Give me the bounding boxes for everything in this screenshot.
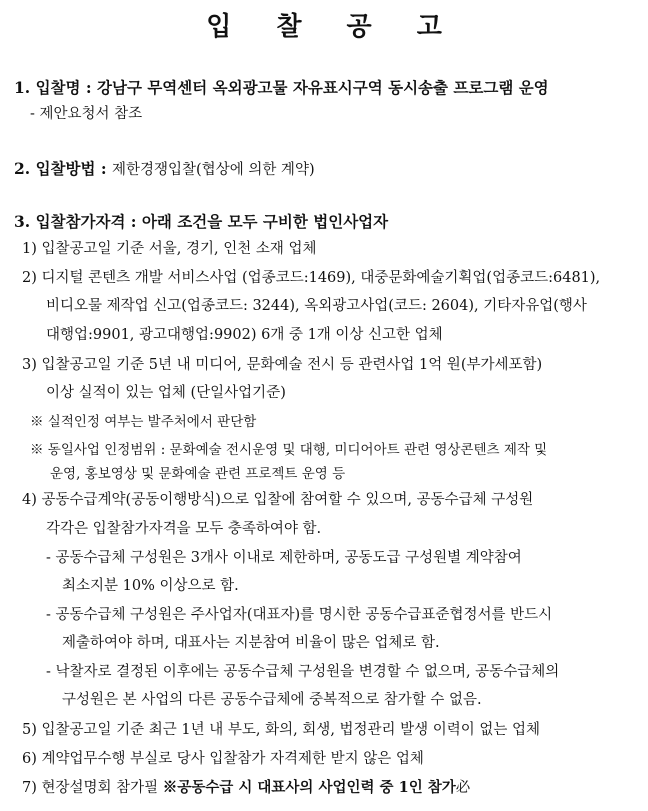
note-2-line-2: 운영, 홍보영상 및 문화예술 관련 프로젝트 운영 등: [50, 466, 346, 482]
section-1: [14, 78, 549, 98]
section-1-note: - 제안요청서 참조: [30, 106, 143, 122]
qual-item-5: 5) 입찰공고일 기준 최근 1년 내 부도, 화의, 회생, 법정관리 발생 이력이 없는 업체: [22, 722, 541, 738]
qual-item-4-line-1: 4) 공동수급계약(공동이행방식)으로 입찰에 참여할 수 있으며, 공동수급체 구성원: [22, 492, 534, 508]
sub-item-1-line-1: - 공동수급체 구성원은 3개사 이내로 제한하며, 공동도급 구성원별 계약참여: [46, 550, 522, 566]
section-1-value: 강남구 무역센터 옥외광고물 자유표시구역 동시송출 프로그램 운영: [97, 78, 549, 97]
sub-item-2-line-1: - 공동수급체 구성원은 주사업자(대표자)를 명시한 공동수급표준협정서를 반드시: [46, 607, 553, 623]
qual-item-7: [22, 778, 470, 798]
qual-item-2-line-1: 2) 디지털 콘텐츠 개발 서비스사업 (업종코드:1469), 대중문화예술기획업(업종코드:6481),: [22, 270, 601, 286]
section-3-heading: 3. 입찰참가자격 : 아래 조건을 모두 구비한 법인사업자: [14, 212, 389, 231]
section-2-label: 2. 입찰방법 :: [14, 159, 112, 178]
qual-item-3-line-2: 이상 실적이 있는 업체 (단일사업기준): [46, 385, 286, 401]
qual-item-6: 6) 계약업무수행 부실로 당사 입찰참가 자격제한 받지 않은 업체: [22, 751, 424, 767]
qual-item-7-text: 7) 현장설명회 참가필: [22, 780, 163, 796]
qual-item-7-emphasis: ※공동수급 시 대표사의 사업인력 중 1인 참가: [162, 779, 456, 796]
sub-item-2-line-2: 제출하여야 하며, 대표사는 지분참여 비율이 많은 업체로 함.: [62, 635, 440, 651]
sub-item-1-line-2: 최소지분 10% 이상으로 함.: [62, 578, 239, 594]
section-1-label: 1. 입찰명 :: [14, 78, 98, 97]
note-2-line-1: ※ 동일사업 인정범위 : 문화예술 전시운영 및 대행, 미디어아트 관련 영상콘텐츠 제작 및: [30, 442, 548, 458]
qual-item-4-line-2: 각각은 입찰참가자격을 모두 충족하여야 함.: [46, 521, 322, 537]
qual-item-2-line-2: 비디오물 제작업 신고(업종코드: 3244), 옥외광고사업(코드: 2604), 기타자유업(행사: [46, 298, 587, 314]
qual-item-2-line-3: 대행업:9901, 광고대행업:9902) 6개 중 1개 이상 신고한 업체: [46, 327, 443, 343]
qual-item-1: 1) 입찰공고일 기준 서울, 경기, 인천 소재 업체: [22, 241, 317, 257]
page-title: 입 찰 공 고: [206, 12, 460, 42]
qual-item-3-line-1: 3) 입찰공고일 기준 5년 내 미디어, 문화예술 전시 등 관련사업 1억 원(부가세포함): [22, 357, 543, 373]
section-2-value: 제한경쟁입찰(협상에 의한 계약): [111, 162, 315, 178]
section-2: [14, 159, 315, 180]
sub-item-3-line-1: - 낙찰자로 결정된 이후에는 공동수급체 구성원을 변경할 수 없으며, 공동수급체의: [46, 664, 560, 680]
note-1: ※ 실적인정 여부는 발주처에서 판단함: [30, 414, 257, 430]
sub-item-3-line-2: 구성원은 본 사업의 다른 공동수급체에 중복적으로 참가할 수 없음.: [62, 692, 482, 708]
qual-item-7-mark: 必: [455, 780, 471, 796]
